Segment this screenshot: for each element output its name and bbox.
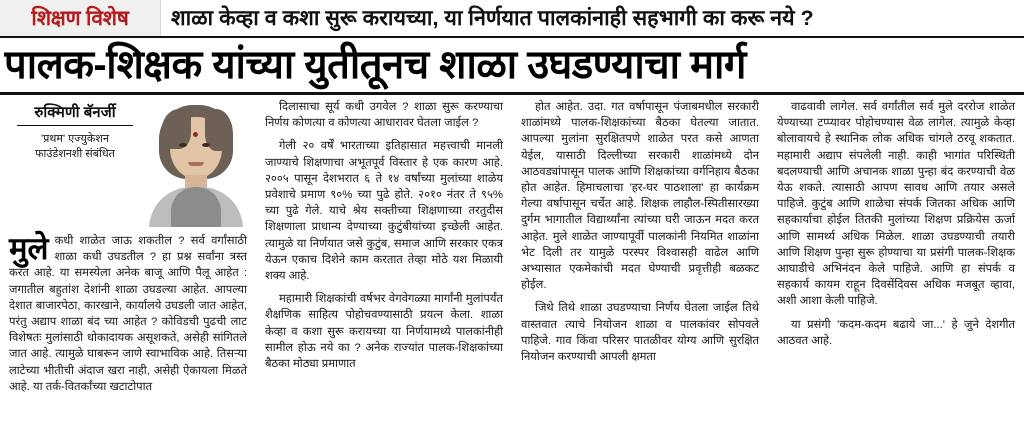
author-affiliation-line-1: 'प्रथम' एज्युकेशन: [41, 133, 109, 146]
divider-headline: [0, 92, 1024, 95]
article-column-4: [768, 99, 1024, 439]
kicker-headline: शाळा केव्हा व कशा सुरू करायच्या, या निर्णयात पालकांनाही सहभागी का करू नये ?: [171, 6, 814, 30]
kicker-row: [0, 0, 1024, 36]
drop-cap-word: मुले: [9, 231, 49, 266]
portrait-bindi-icon: [193, 132, 198, 137]
article-body: [0, 99, 1024, 439]
page-title: पालक-शिक्षक यांच्या युतीतूनच शाळा उघडण्याचा मार्ग: [4, 43, 746, 87]
article-paragraph-text: कधी शाळेत जाऊ शकतील ? सर्व वर्गांसाठी शाळा कधी उघडतील ? हा प्रश्न सर्वांना त्रस्त करत आहे. या समस्येला अनेक बाजू आणि पैलू आहेत : जगातील बहुतांश देशांनी शाळा उघडल्या आहेत. आपल्या देशात बाजारपेठा, कारखाने, कार्यालये उघडली जात आहेत, परंतु अद्याप शाळा बंद च्या आहेत ? कोविडची पुढची लाट विशेषतः मुलांसाठी धोकादायक असूशकते, असेही सांगितले जात आहे. त्यामुळे घाबरून जाणे स्वाभाविक आहे. तिसऱ्या लाटेच्या भीतीची अंदाज खरा नाही, असेही ऐकायला मिळते आहे. या तर्क-वितर्कांच्या खटाटोपात: [9, 235, 247, 393]
section-badge-label: शिक्षण विशेष: [31, 7, 129, 30]
author-portrait: [143, 99, 247, 227]
article-column-1: [0, 99, 256, 439]
author-name: रुक्मिणी बॅनर्जी: [34, 104, 116, 121]
article-paragraph: वाढवावी लागेल. सर्व वर्गांतील सर्व मुले दररोज शाळेत येण्याच्या टप्प्यावर पोहोचण्यास वेळ लागेल. त्यामुळे केव्हा बोलावायचे हे स्थानिक लोक अधिक चांगले ठरवू शकतात. महामारी अद्याप संपलेली नाही. काही भागांत परिस्थिती बदलण्याची आणि अचानक शाळा पुन्हा बंद करण्याची वेळ येऊ शकते. त्यासाठी आपण सावध आणि तयार असले पाहिजे. कुटुंब आणि शाळेचा संपर्क जितका अधिक आणि सहकार्याचा होईल तितकी मुलांच्या शिक्षण प्रक्रियेस ऊर्जा आणि सामर्थ्य अधिक मिळेल. शाळा उघडण्याची तयारी आणि शिक्षण पुन्हा सुरू होण्याचा या प्रसंगी पालक-शिक्षक आघाडीचे अभिनंदन केले पाहिजे. आणि हा संपर्क व सहकार्य कायम राहून दिवसेंदिवस अधिक मजबूत व्हावा, अशी आशा केली पाहिजे.: [777, 101, 1015, 308]
article-column-2: [256, 99, 512, 439]
portrait-mouth-icon: [188, 162, 204, 166]
author-box: [9, 99, 247, 227]
author-meta: [9, 105, 141, 162]
portrait-hair-left-icon: [161, 109, 191, 149]
divider-top: [0, 36, 1024, 38]
author-affiliation-line-2: फाउंडेशनशी संबंधित: [35, 148, 115, 161]
section-badge: [0, 0, 161, 36]
article-paragraph: दिलासाचा सूर्य कधी उगवेल ? शाळा सुरू करण्याचा निर्णय कोणत्या व कोणत्या आधारावर घेतला जाईल ?: [265, 101, 503, 130]
author-divider: [17, 125, 133, 126]
article-paragraph: होत आहेत. उदा. गत वर्षापासून पंजाबमधील सरकारी शाळांमध्ये पालक-शिक्षकांच्या बैठका घेतल्या जातात. आपल्या मुलांना सुरक्षितपणे शाळेत परत कसे आणता येईल, यासाठी दिल्लीच्या सरकारी शाळांमध्ये दोन आठवड्यांपासून पालक आणि शिक्षकांच्या वर्गनिहाय बैठका होत आहेत. हिमाचलाचा 'हर-घर पाठशाला' हा कार्यक्रम गेल्या वर्षापासून चर्चेत आहे. शिक्षक लाहौल-स्पितीसारख्या दुर्गम भागातील विद्यार्थ्यांना त्यांच्या घरी जाऊन मदत करत आहेत. मुले शाळेत जाण्यापूर्वी पालकांनी नियमित शाळांना भेट दिली तर यामुळे परस्पर विश्वासही वाढेल आणि अभ्यासात एकमेकांची मदत घेण्याची प्रवृत्तीही बळकट होईल.: [521, 101, 759, 292]
article-paragraph: जिथे तिथे शाळा उघडण्याचा निर्णय घेतला जाईल तिथे वास्तवात त्याचे नियोजन शाळा व पालकांवर सोपवले पाहिजे. गाव किंवा परिसर पातळीवर योग्य आणि सुरक्षित नियोजन करण्याची आपली क्षमता: [521, 302, 759, 364]
article-paragraph: महामारी शिक्षकांची वर्षभर वेगवेगळ्या मार्गांनी मुलांपर्यंत शैक्षणिक साहित्य पोहोचवण्यासाठी प्रयत्न केला. शाळा केव्हा व कशा सुरू करायच्या या निर्णयामध्ये पालकांनीही सामील होऊ नये का ? अनेक राज्यांत पालक-शिक्षकांच्या बैठका मोठ्या प्रमाणात: [265, 293, 503, 371]
article-paragraph: [9, 233, 247, 395]
portrait-shawl-icon: [171, 187, 221, 227]
article-paragraph: गेली २० वर्षें भारताच्या इतिहासात महत्त्वाची मानली जाण्याचे शिक्षणाचा अभूतपूर्व विस्तार हे एक कारण आहे. २००५ पासून देशभरात ६ ते १४ वर्षांच्या मुलांच्या शाळेय प्रवेशाचे प्रमाण ९०% च्या पुढे होते. २०१० नंतर ते ९५% च्या पुढे गेले. याचे श्रेय सक्तीच्या शिक्षणाच्या तरतुदीस शिक्षणाला प्राधान्य देण्याच्या कुटुंबीयांच्या इच्छेली आहेत. त्यामुळे या निर्णयात जसे कुटुंब, समाज आणि सरकार एकत्र येऊन एकाच दिशेने काम करतात तेव्हा मोठे यश मिळायी शक्य आहे.: [265, 140, 503, 283]
portrait-eye-left-icon: [179, 143, 187, 147]
portrait-eye-right-icon: [202, 143, 210, 147]
article-column-3: [512, 99, 768, 439]
article-paragraph: या प्रसंगी 'कदम-कदम बढाये जा...' हे जुने देशगीत आठवत आहे.: [777, 318, 1015, 347]
